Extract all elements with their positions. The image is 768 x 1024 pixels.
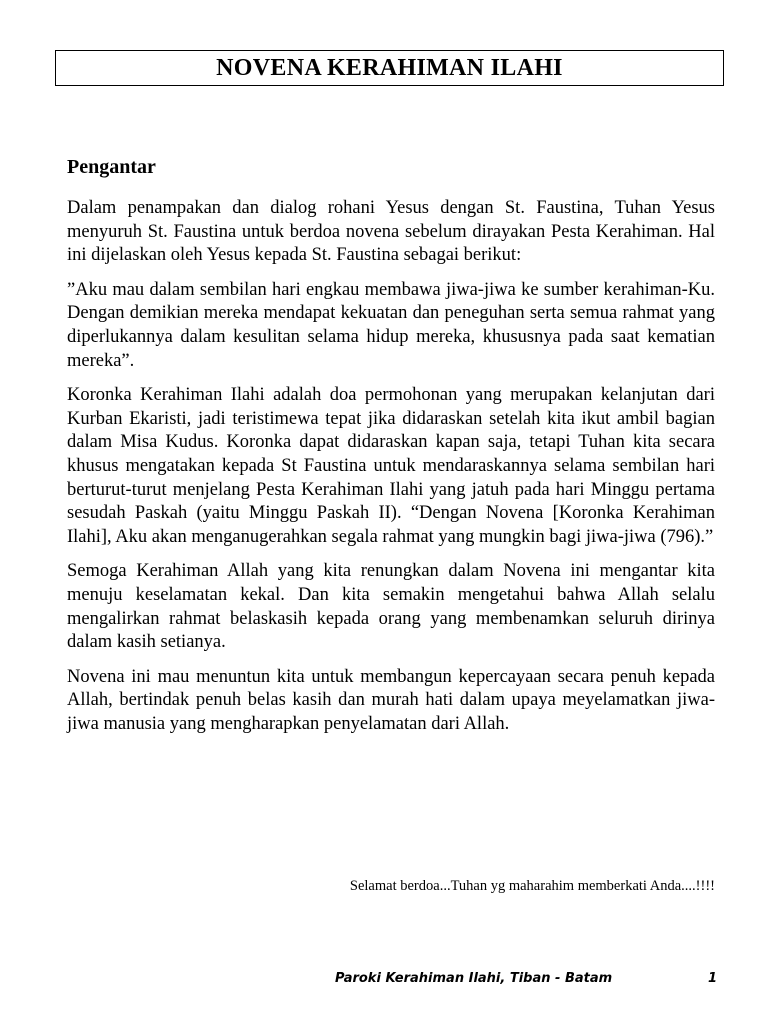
main-content (67, 156, 715, 747)
title-box (55, 50, 724, 86)
paragraph-quote: ”Aku mau dalam sembilan hari engkau membawa jiwa-jiwa ke sumber kerahiman-Ku. Dengan demikian mereka mendapat kekuatan dan peneguhan serta semua rahmat yang diperlukannya dalam kesulitan selama hidup mereka, khususnya pada saat kematian mereka”. (67, 279, 715, 371)
footer-page-number: 1 (707, 971, 717, 986)
paragraph-semoga: Semoga Kerahiman Allah yang kita renungkan dalam Novena ini mengantar kita menuju keselamatan kekal. Dan kita semakin mengetahui bahwa Allah selalu mengalirkan rahmat belaskasih kepada orang yang membenamkan seluruh dirinya dalam kasih setianya. (67, 561, 715, 653)
paragraph-novena: Novena ini mau menuntun kita untuk membangun kepercayaan secara penuh kepada Allah, bertindak penuh belas kasih dan murah hati dalam upaya meyelamatkan jiwa-jiwa manusia yang mengharapkan penyelamatan dari Allah. (67, 666, 715, 734)
paragraph-koronka: Koronka Kerahiman Ilahi adalah doa permohonan yang merupakan kelanjutan dari Kurban Ekaristi, jadi teristimewa tepat jika didaraskan setelah kita ikut ambil bagian dalam Misa Kudus. Koronka dapat didaraskan kapan saja, tetapi Tuhan kita secara khusus mengatakan kepada St Faustina untuk mendaraskannya selama sembilan hari berturut-turut menjelang Pesta Kerahiman Ilahi yang jatuh pada hari Minggu pertama sesudah Paskah (yaitu Minggu Paskah II). “Dengan Novena [Koronka Kerahiman Ilahi], Aku akan menganugerahkan segala rahmat yang mungkin bagi jiwa-jiwa (796).” (67, 385, 715, 547)
document-title: NOVENA KERAHIMAN ILAHI (216, 54, 563, 81)
footer-parish: Paroki Kerahiman Ilahi, Tiban - Batam (335, 971, 613, 986)
paragraph-intro: Dalam penampakan dan dialog rohani Yesus dengan St. Faustina, Tuhan Yesus menyuruh St. Faustina untuk berdoa novena sebelum dirayakan Pesta Kerahiman. Hal ini dijelaskan oleh Yesus kepada St. Faustina sebagai berikut: (67, 198, 715, 266)
page-footer (335, 971, 717, 986)
closing-blessing: Selamat berdoa...Tuhan yg maharahim memberkati Anda....!!!! (349, 878, 715, 894)
section-heading: Pengantar (67, 156, 156, 178)
